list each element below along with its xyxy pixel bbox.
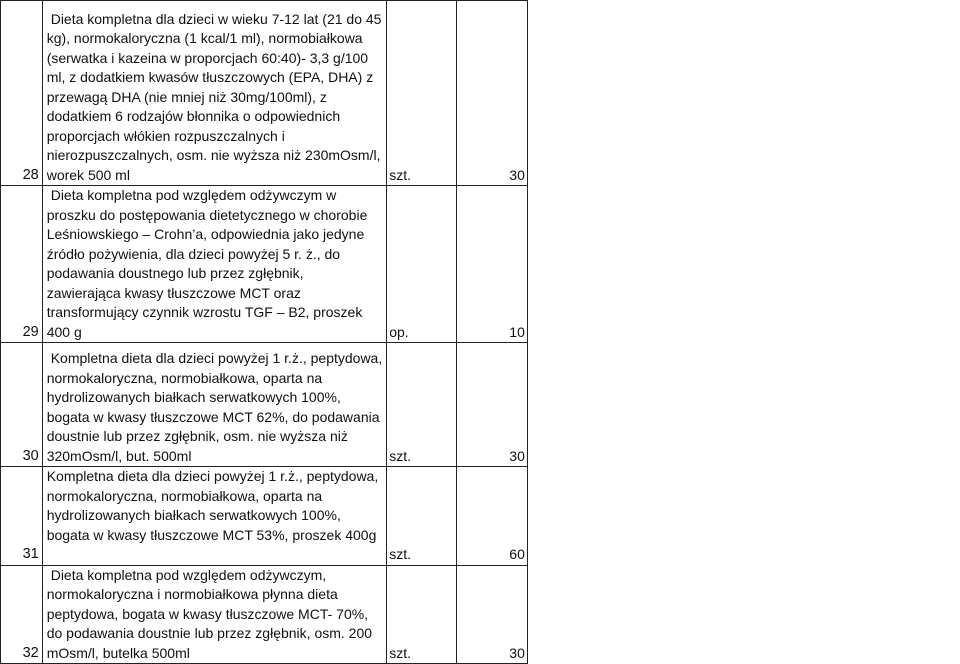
description-line: normokaloryczna, normobiałkowa, oparta na [46, 487, 323, 504]
item-description [42, 1, 387, 186]
quantity-cell: 10 [456, 186, 527, 343]
row-number: 31 [1, 467, 43, 566]
description-line: do podawania doustnie lub przez zgłębnik, osm. 200 [46, 625, 373, 641]
blank-area [527, 186, 959, 343]
table-row [1, 186, 960, 343]
item-description [42, 565, 387, 664]
description-line: 400 g [46, 323, 82, 340]
quantity-cell: 30 [456, 565, 527, 664]
table-row [1, 467, 960, 566]
description-line: bogata w kwasy tłuszczowe MCT 62%, do podawania [46, 408, 380, 425]
description-line: Dieta kompletna pod względem odżywczym, [50, 566, 327, 583]
description-line: bogata w kwasy tłuszczowe MCT 53%, proszek 400g [46, 526, 377, 543]
description-line: (serwatka i kazeina w proporcjach 60:40)- 3,3 g/100 [46, 49, 369, 66]
blank-area [527, 1, 959, 186]
description-line: źródło pożywienia, dla dzieci powyżej 5 r. ż., do [46, 245, 341, 262]
item-description [42, 186, 387, 343]
description-line: mOsm/l, butelka 500ml [46, 644, 190, 661]
quantity-cell: 30 [456, 1, 527, 186]
description-line [47, 545, 383, 565]
description-line: 320mOsm/l, but. 500ml [46, 447, 192, 464]
row-number: 32 [1, 565, 43, 664]
description-line: dodatkiem 6 rodzajów błonnika o odpowiednich [46, 108, 341, 124]
description-line: Dieta kompletna dla dzieci w wieku 7-12 lat (21 do 45 [50, 10, 382, 27]
unit-cell: szt. [387, 1, 456, 186]
description-line: worek 500 ml [46, 166, 130, 183]
blank-area [527, 343, 959, 467]
table-row [1, 565, 960, 664]
quantity-cell: 30 [456, 343, 527, 467]
row-number: 29 [1, 186, 43, 343]
description-line: podawania doustnego lub przez zgłębnik, [46, 265, 304, 281]
unit-cell: szt. [387, 565, 456, 664]
blank-area [527, 467, 959, 566]
description-line: proszku do postępowania dietetycznego w chorobie [46, 206, 368, 223]
description-line: nierozpuszczalnych, osm. nie wyższa niż 230mOsm/l, [46, 147, 381, 163]
description-line: przewagą DHA (nie mniej niż 30mg/100ml), z [46, 88, 327, 105]
description-line: Dieta kompletna pod względem odżywczym w [50, 187, 337, 203]
description-line: doustnie lub przez zgłębnik, osm. nie wyższa niż [46, 428, 348, 444]
description-line: hydrolizowanych białkach serwatkowych 100%, [46, 389, 341, 405]
description-line: Leśniowskiego – Crohn’a, odpowiednia jako jedyne [46, 226, 365, 242]
item-description [42, 343, 387, 467]
item-description [42, 467, 387, 566]
description-line: Kompletna dieta dla dzieci powyżej 1 r.ż., peptydowa, [50, 350, 383, 366]
table-row [1, 1, 960, 186]
description-line: proporcjach włókien rozpuszczalnych i [46, 127, 285, 144]
description-line: transformujący czynnik wzrostu TGF – B2, proszek [46, 304, 363, 320]
description-line: hydrolizowanych białkach serwatkowych 100%, [46, 507, 341, 523]
table-row [1, 343, 960, 467]
row-number: 30 [1, 343, 43, 467]
unit-cell: szt. [387, 467, 456, 566]
description-line: ml, z dodatkiem kwasów tłuszczowych (EPA, DHA) z [46, 69, 374, 85]
description-line: normokaloryczna i normobiałkowa płynna dieta [46, 586, 338, 602]
quantity-cell: 60 [456, 467, 527, 566]
blank-area [527, 565, 959, 664]
unit-cell: op. [387, 186, 456, 343]
description-line: kg), normokaloryczna (1 kcal/1 ml), normobiałkowa [46, 30, 363, 46]
description-line: Kompletna dieta dla dzieci powyżej 1 r.ż., peptydowa, [46, 468, 379, 484]
description-line: peptydowa, bogata w kwasy tłuszczowe MCT- 70%, [46, 605, 369, 622]
description-line: zawierająca kwasy tłuszczowe MCT oraz [46, 284, 301, 301]
row-number: 28 [1, 1, 43, 186]
unit-cell: szt. [387, 343, 456, 467]
description-line: normokaloryczna, normobiałkowa, oparta na [46, 369, 323, 386]
